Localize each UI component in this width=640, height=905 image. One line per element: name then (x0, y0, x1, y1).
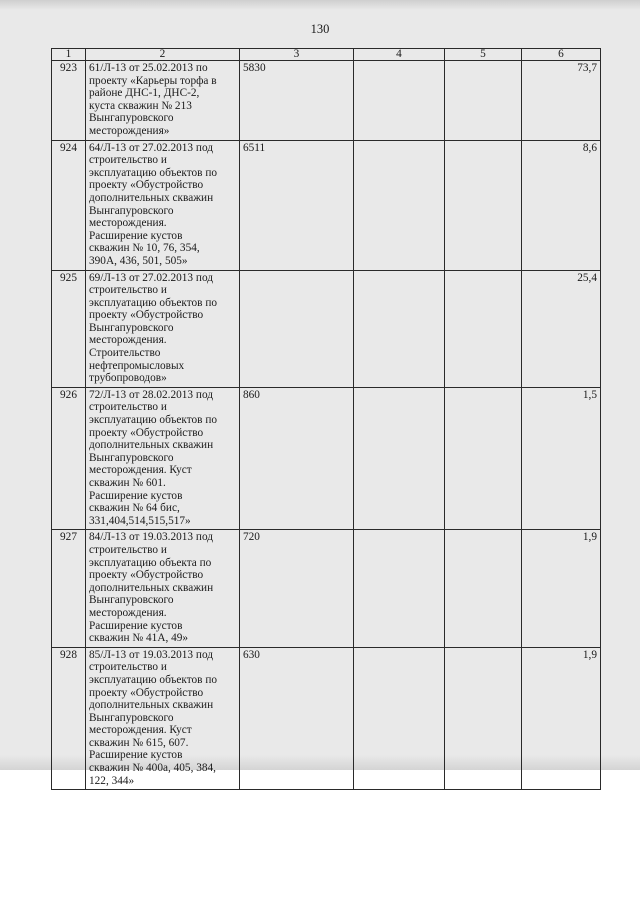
column-4-cell (354, 530, 445, 647)
description-line: 64/Л-13 от 27.02.2013 под (89, 141, 214, 154)
description-line: 85/Л-13 от 19.03.2013 под (89, 648, 214, 661)
column-header-5: 5 (445, 49, 522, 61)
value-cell: 8,6 (522, 140, 601, 270)
row-number-cell: 924 (52, 140, 86, 270)
area-value-cell: 720 (240, 530, 354, 647)
column-header-1: 1 (52, 49, 86, 61)
column-header-2: 2 (86, 49, 240, 61)
description-line: 390А, 436, 501, 505» (89, 254, 188, 267)
description-line: эксплуатацию объектов по (89, 296, 218, 309)
description-line: Вынгапуровского (89, 711, 174, 724)
area-value-cell: 5830 (240, 61, 354, 141)
description-line: Вынгапуровского (89, 112, 174, 125)
description-line: скважин № 601. (89, 477, 166, 489)
column-header-6: 6 (522, 49, 601, 61)
description-line: Расширение кустов (89, 749, 183, 762)
description-line: Вынгапуровского (89, 594, 174, 607)
description-line: 122, 344» (89, 774, 135, 787)
description-line: строительство и (89, 543, 167, 556)
description-line: строительство и (89, 154, 167, 167)
row-number-cell: 926 (52, 387, 86, 530)
area-value-cell: 630 (240, 647, 354, 790)
column-4-cell (354, 140, 445, 270)
description-line: строительство и (89, 401, 167, 414)
description-line: Вынгапуровского (89, 321, 174, 334)
description-cell (86, 647, 240, 790)
value-cell: 1,9 (522, 530, 601, 647)
description-line: дополнительных скважин (89, 699, 214, 712)
description-cell (86, 61, 240, 141)
description-line: эксплуатацию объектов по (89, 673, 218, 686)
description-line: скважин № 64 бис, (89, 502, 180, 515)
description-line: Вынгапуровского (89, 204, 174, 217)
description-line: месторождения. (89, 334, 167, 347)
column-5-cell (445, 530, 522, 647)
column-5-cell (445, 270, 522, 387)
description-line: эксплуатацию объекта по (89, 556, 212, 569)
description-line: проекту «Обустройство (89, 179, 204, 192)
description-line: Строительство (89, 347, 161, 360)
description-line: 61/Л-13 от 25.02.2013 по (89, 62, 208, 74)
column-4-cell (354, 387, 445, 530)
table-body (52, 61, 601, 790)
column-5-cell (445, 140, 522, 270)
value-cell: 25,4 (522, 270, 601, 387)
description-line: проекту «Карьеры торфа в (89, 74, 217, 87)
description-line: проекту «Обустройство (89, 309, 204, 322)
description-line: проекту «Обустройство (89, 569, 204, 582)
description-line: эксплуатацию объектов по (89, 414, 218, 427)
value-cell: 1,9 (522, 647, 601, 790)
area-value-cell (240, 270, 354, 387)
description-line: проекту «Обустройство (89, 686, 204, 699)
table-row (52, 647, 601, 790)
description-line: строительство и (89, 661, 167, 674)
description-line: проекту «Обустройство (89, 426, 204, 439)
row-number-cell: 925 (52, 270, 86, 387)
row-number-cell: 927 (52, 530, 86, 647)
row-number-cell: 928 (52, 647, 86, 790)
description-line: 72/Л-13 от 28.02.2013 под (89, 388, 214, 401)
description-line: скважин № 615, 607. (89, 736, 189, 749)
description-line: строительство и (89, 284, 167, 297)
table-row (52, 530, 601, 647)
description-line: районе ДНС-1, ДНС-2, (89, 87, 200, 100)
area-value-cell: 6511 (240, 140, 354, 270)
description-line: 331,404,514,515,517» (89, 514, 191, 527)
table-row (52, 140, 601, 270)
table-row (52, 387, 601, 530)
description-line: дополнительных скважин (89, 581, 214, 594)
description-line: месторождения. (89, 606, 167, 619)
row-number-cell: 923 (52, 61, 86, 141)
description-line: Вынгапуровского (89, 451, 174, 464)
column-5-cell (445, 647, 522, 790)
description-line: скважин № 10, 76, 354, (89, 242, 200, 255)
description-line: нефтепромысловых (89, 359, 185, 372)
value-cell: 1,5 (522, 387, 601, 530)
column-4-cell (354, 647, 445, 790)
column-5-cell (445, 61, 522, 141)
description-line: эксплуатацию объектов по (89, 166, 218, 179)
description-line: месторождения» (89, 124, 170, 137)
description-line: месторождения. (89, 217, 167, 230)
area-value-cell: 860 (240, 387, 354, 530)
description-line: Расширение кустов (89, 619, 183, 632)
description-line: дополнительных скважин (89, 439, 214, 452)
table-row (52, 270, 601, 387)
description-line: месторождения. Куст (89, 724, 192, 737)
column-header-3: 3 (240, 49, 354, 61)
scan-edge-top (0, 0, 640, 10)
description-cell (86, 270, 240, 387)
table-header-row (52, 49, 601, 61)
description-line: трубопроводов» (89, 372, 167, 385)
description-line: 84/Л-13 от 19.03.2013 под (89, 531, 214, 544)
data-table (51, 48, 601, 790)
description-line: Расширение кустов (89, 229, 183, 242)
description-cell (86, 140, 240, 270)
description-line: месторождения. Куст (89, 464, 192, 477)
column-5-cell (445, 387, 522, 530)
description-line: куста скважин № 213 (89, 99, 192, 112)
description-line: дополнительных скважин (89, 191, 214, 204)
description-cell (86, 387, 240, 530)
column-4-cell (354, 61, 445, 141)
description-line: скважин № 400а, 405, 384, (89, 762, 216, 775)
description-line: 69/Л-13 от 27.02.2013 под (89, 271, 214, 284)
value-cell: 73,7 (522, 61, 601, 141)
description-line: Расширение кустов (89, 489, 183, 502)
table-row (52, 61, 601, 141)
description-cell (86, 530, 240, 647)
column-header-4: 4 (354, 49, 445, 61)
description-line: скважин № 41А, 49» (89, 632, 189, 645)
page-number: 130 (310, 22, 330, 36)
column-4-cell (354, 270, 445, 387)
